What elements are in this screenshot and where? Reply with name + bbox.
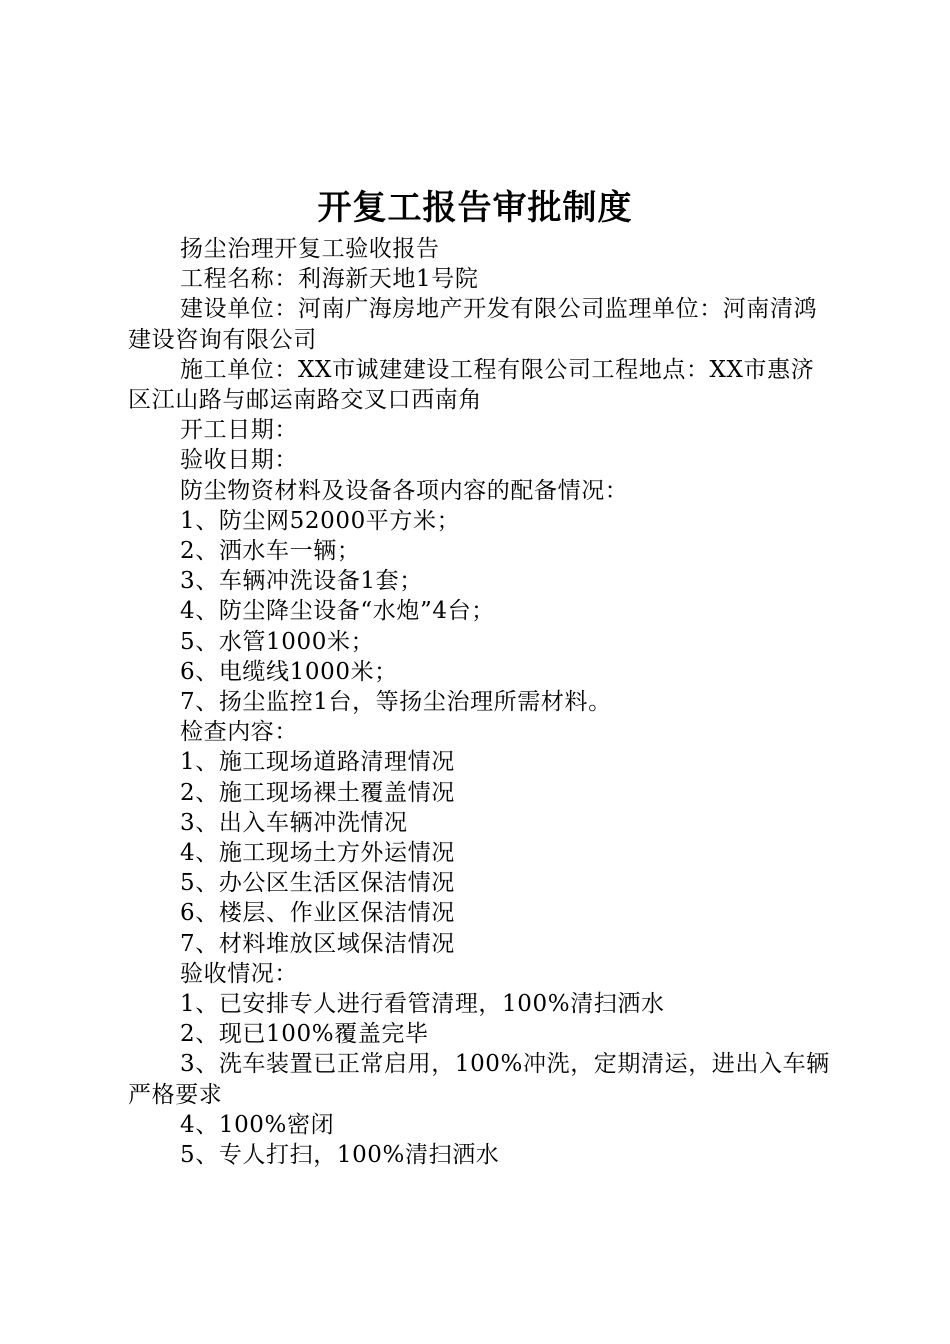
- list-item: 1、施工现场道路清理情况: [180, 749, 455, 776]
- paragraph-materials-heading: 防尘物资材料及设备各项内容的配备情况：: [180, 477, 629, 504]
- list-item: 6、楼层、作业区保洁情况: [180, 900, 455, 927]
- list-item: 3、车辆冲洗设备1套；: [180, 568, 423, 595]
- paragraph-inspection-heading: 检查内容：: [180, 719, 298, 746]
- paragraph-project-name: 工程名称：利海新天地1号院: [180, 266, 479, 293]
- paragraph-report-heading: 扬尘治理开复工验收报告: [180, 236, 440, 262]
- list-item: 5、专人打扫，100%清扫洒水: [180, 1142, 500, 1169]
- list-item: 4、施工现场土方外运情况: [180, 840, 455, 867]
- list-item: 1、已安排专人进行看管清理，100%清扫洒水: [180, 991, 665, 1018]
- list-item: 2、洒水车一辆；: [180, 538, 361, 565]
- list-item: 2、现已100%覆盖完毕: [180, 1021, 429, 1048]
- list-item: 3、洗车装置已正常启用，100%冲洗，定期清运，进出入车辆严格要求: [128, 1051, 830, 1108]
- paragraph-acceptance-heading: 验收情况：: [180, 960, 298, 987]
- paragraph-construction-unit: 建设单位：河南广海房地产开发有限公司监理单位：河南清鸿建设咨询有限公司: [128, 296, 818, 353]
- list-item: 3、出入车辆冲洗情况: [180, 809, 408, 836]
- paragraph-contractor-location: 施工单位：XX市诚建建设工程有限公司工程地点：XX市惠济区江山路与邮运南路交叉口西南角: [128, 356, 815, 414]
- list-item: 7、材料堆放区域保洁情况: [180, 930, 455, 957]
- document-body: [128, 234, 832, 1170]
- list-item: 5、水管1000米；: [180, 628, 375, 655]
- list-item: 4、防尘降尘设备“水炮”4台；: [180, 598, 495, 625]
- list-item: 5、办公区生活区保洁情况: [180, 870, 455, 897]
- list-item: 6、电缆线1000米；: [180, 658, 398, 685]
- list-item: 2、施工现场裸土覆盖情况: [180, 779, 455, 806]
- paragraph-acceptance-date: 验收日期：: [180, 447, 298, 474]
- list-item: 1、防尘网52000平方米；: [180, 507, 461, 534]
- paragraph-start-date: 开工日期：: [180, 417, 298, 444]
- list-item: 4、100%密闭: [180, 1111, 335, 1138]
- document-title: 开复工报告审批制度: [317, 188, 633, 228]
- list-item: 7、扬尘监控1台，等扬尘治理所需材料。: [180, 689, 612, 716]
